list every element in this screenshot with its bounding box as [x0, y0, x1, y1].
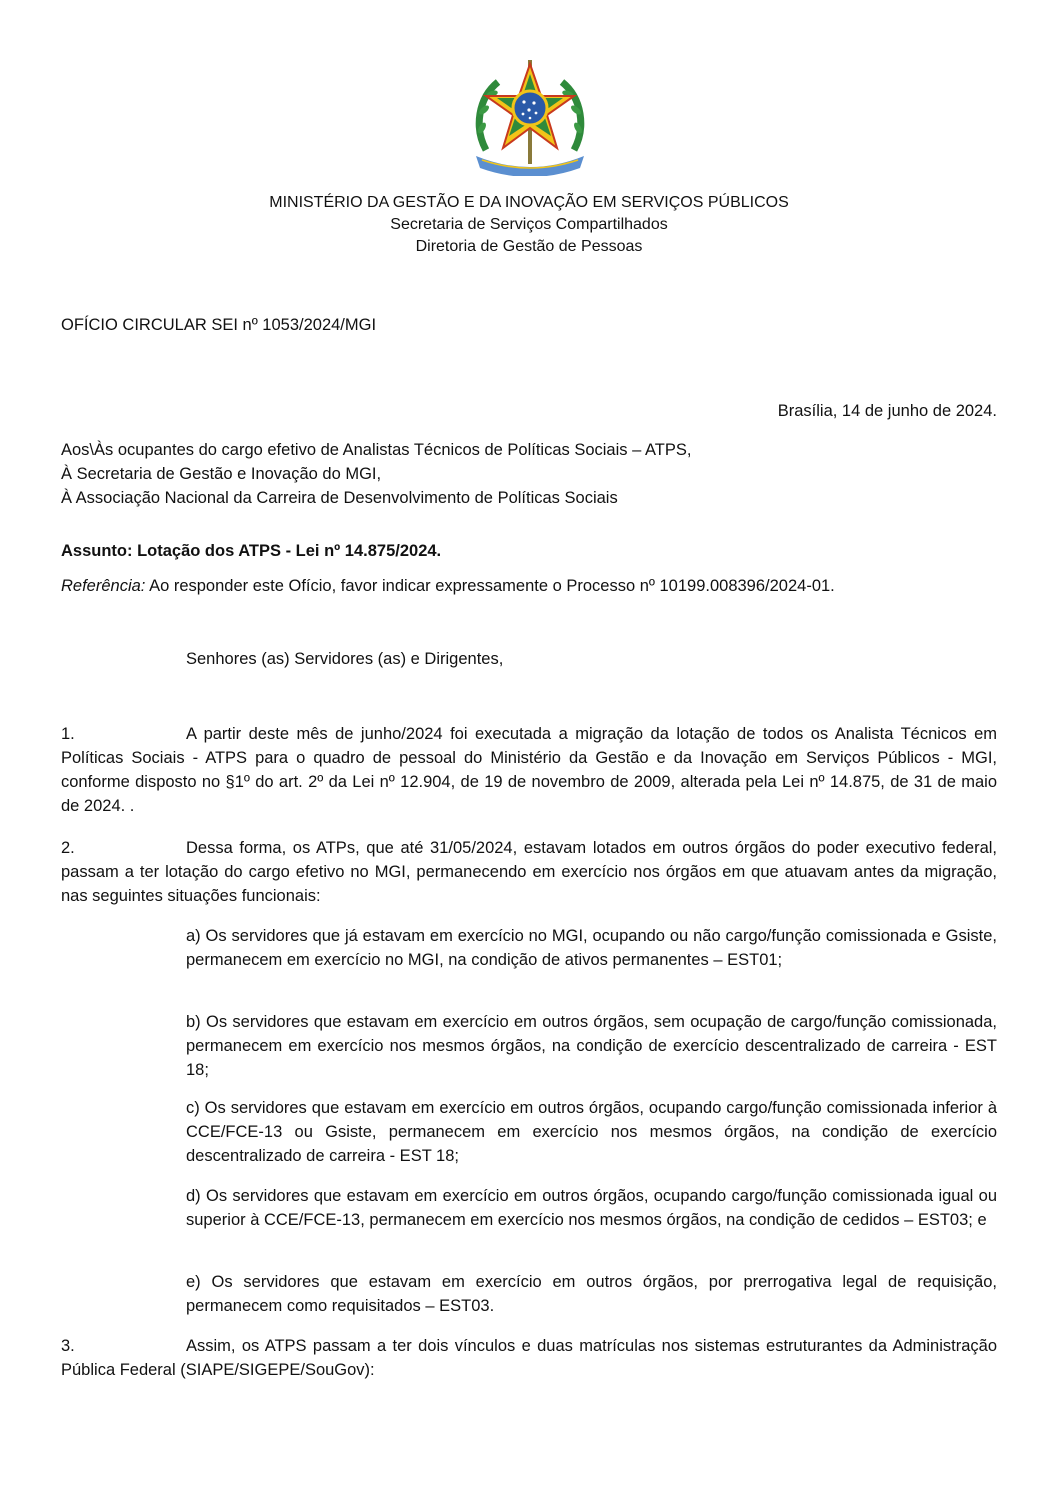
subject-line: Assunto: Lotação dos ATPS - Lei nº 14.875/2024. [61, 542, 442, 560]
list-item-c: c) Os servidores que estavam em exercício em outros órgãos, ocupando cargo/função comissionada inferior à CCE/FCE-13 ou Gsiste, permanecem em exercício nos mesmos órgãos, na condição de exercício descentralizado de carreira - EST 18; [186, 1099, 997, 1165]
recipients-block [61, 438, 691, 510]
oficio-number: OFÍCIO CIRCULAR SEI nº 1053/2024/MGI [61, 316, 377, 334]
paragraph-3 [61, 1334, 997, 1382]
paragraph-number: 2. [61, 839, 75, 857]
paragraph-1 [61, 722, 997, 818]
list-item-e: e) Os servidores que estavam em exercício em outros órgãos, por prerrogativa legal de requisição, permanecem como requisitados – EST03. [186, 1273, 997, 1315]
ministry-header [0, 192, 1058, 258]
ministry-name: MINISTÉRIO DA GESTÃO E DA INOVAÇÃO EM SERVIÇOS PÚBLICOS [269, 194, 789, 211]
paragraph-2 [61, 836, 997, 908]
recipient-line: À Associação Nacional da Carreira de Desenvolvimento de Políticas Sociais [61, 489, 618, 507]
list-item-d: d) Os servidores que estavam em exercício em outros órgãos, ocupando cargo/função comissionada igual ou superior à CCE/FCE-13, permanecem em exercício nos mesmos órgãos, na condição de cedidos – EST03; e [186, 1187, 997, 1229]
reference-label: Referência: [61, 577, 146, 595]
paragraph-number: 1. [61, 725, 75, 743]
paragraph-number: 3. [61, 1337, 75, 1355]
list-item-a: a) Os servidores que já estavam em exercício no MGI, ocupando ou não cargo/função comissionada e Gsiste, permanecem em exercício no MGI, na condição de ativos permanentes – EST01; [186, 927, 997, 969]
reference-line [61, 577, 835, 596]
paragraph-text: Assim, os ATPS passam a ter dois vínculos e duas matrículas nos sistemas estruturantes da Administração Pública Federal (SIAPE/SIGEPE/SouGov): [61, 1337, 997, 1379]
list-item-b: b) Os servidores que estavam em exercício em outros órgãos, sem ocupação de cargo/função comissionada, permanecem em exercício nos mesmos órgãos, na condição de exercício descentralizado de carreira - EST 18; [186, 1013, 997, 1079]
paragraph-text: Dessa forma, os ATPs, que até 31/05/2024, estavam lotados em outros órgãos do poder executivo federal, passam a ter lotação do cargo efetivo no MGI, permanecendo em exercício nos órgãos em que atuavam antes da migração, nas seguintes situações funcionais: [61, 839, 997, 905]
recipient-line: Aos\Às ocupantes do cargo efetivo de Analistas Técnicos de Políticas Sociais – ATPS, [61, 441, 692, 459]
paragraph-text: A partir deste mês de junho/2024 foi executada a migração da lotação de todos os Analista Técnicos em Políticas Sociais - ATPS para o quadro de pessoal do Ministério da Gestão e da Inovação em Serviços Públicos - MGI, conforme disposto no §1º do art. 2º da Lei nº 12.904, de 19 de novembro de 2009, alterada pela Lei nº 14.875, de 31 de maio de 2024. . [61, 725, 997, 815]
reference-text: Ao responder este Ofício, favor indicar expressamente o Processo nº 10199.008396/2024-01. [145, 577, 835, 595]
date-line: Brasília, 14 de junho de 2024. [777, 402, 997, 420]
recipient-line: À Secretaria de Gestão e Inovação do MGI, [61, 465, 382, 483]
secretariat-name: Secretaria de Serviços Compartilhados [390, 216, 668, 233]
greeting: Senhores (as) Servidores (as) e Dirigentes, [186, 650, 504, 668]
coat-of-arms-emblem [468, 58, 592, 176]
directorate-name: Diretoria de Gestão de Pessoas [415, 238, 643, 255]
